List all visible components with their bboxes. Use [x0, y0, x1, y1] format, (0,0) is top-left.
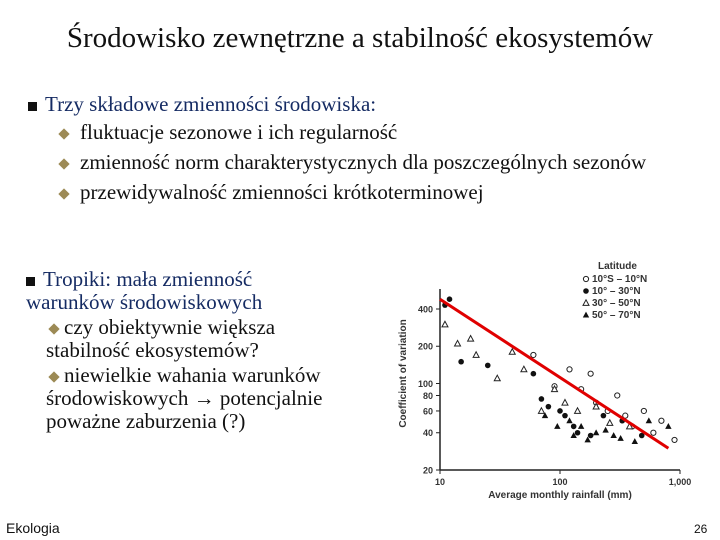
sub-bullet-3: przewidywalność zmienności krótkoterminowej	[60, 180, 484, 205]
legend-entry: 10°S – 10°N	[592, 274, 648, 285]
diamond-bullet-icon	[58, 189, 69, 200]
point-open-circle	[567, 367, 572, 372]
point-filled-circle	[575, 430, 581, 436]
x-tick-label: 1,000	[668, 477, 692, 487]
point-open-circle	[588, 371, 593, 376]
point-open-circle	[583, 276, 588, 281]
sub-bullet-1: fluktuacje sezonowe i ich regularność	[60, 120, 397, 145]
x-axis-label: Average monthly rainfall (mm)	[488, 490, 632, 501]
bullet-2-sub-1-line-2: stabilność ekosystemów?	[46, 338, 259, 362]
sub-bullet-2: zmienność norm charakterystycznych dla poszczególnych sezonów	[60, 150, 646, 175]
bullet-2-sub-2-line-3: poważne zaburzenia (?)	[46, 409, 246, 433]
y-tick-label: 400	[417, 304, 433, 315]
point-filled-circle	[447, 296, 453, 302]
diamond-bullet-icon	[58, 129, 69, 140]
bullet-1-heading: Trzy składowe zmienności środowiska:	[28, 92, 376, 117]
point-filled-circle	[601, 413, 607, 419]
point-filled-circle	[539, 396, 545, 402]
point-filled-circle	[588, 433, 594, 439]
bullet-2-sub-2-line-2: środowiskowych → potencjalnie	[46, 386, 323, 410]
y-axis-label: Coefficient of variation	[398, 319, 409, 428]
bullet-2-sub-2-line-1: niewielkie wahania warunków	[26, 364, 356, 387]
point-filled-circle	[485, 363, 491, 369]
point-open-circle	[615, 393, 620, 398]
y-tick-label: 60	[422, 406, 433, 417]
chart-background	[390, 255, 700, 505]
square-bullet-icon	[26, 277, 35, 286]
legend-entry: 10° – 30°N	[592, 286, 641, 297]
bullet-2-heading-line-2: warunków środowiskowych	[26, 290, 263, 314]
page-number: 26	[694, 522, 708, 536]
legend-entry: 30° – 50°N	[592, 298, 641, 309]
bullet-2-heading-line-1: Tropiki: mała zmienność	[26, 268, 356, 291]
x-tick-label: 100	[552, 477, 568, 487]
point-filled-circle	[546, 404, 552, 410]
diamond-bullet-icon	[58, 159, 69, 170]
point-open-circle	[659, 418, 664, 423]
point-filled-circle	[458, 359, 464, 365]
point-filled-circle	[583, 288, 589, 294]
scatter-chart	[390, 255, 700, 505]
square-bullet-icon	[28, 102, 37, 111]
point-filled-circle	[557, 408, 563, 414]
point-filled-circle	[562, 413, 568, 419]
arrow-right-icon: →	[193, 386, 215, 410]
diamond-bullet-icon	[48, 324, 59, 335]
point-open-circle	[672, 437, 677, 442]
point-open-circle	[531, 352, 536, 357]
x-tick-label: 10	[434, 477, 446, 487]
point-open-circle	[641, 408, 646, 413]
point-filled-circle	[531, 371, 537, 377]
y-tick-label: 20	[422, 465, 433, 476]
y-tick-label: 100	[417, 379, 433, 389]
slide-title: Środowisko zewnętrzne a stabilność ekosystemów	[66, 22, 654, 54]
point-filled-circle	[571, 424, 577, 430]
bullet-block-2	[26, 268, 356, 433]
y-tick-label: 80	[422, 390, 433, 401]
y-tick-label: 200	[417, 341, 433, 352]
diamond-bullet-icon	[48, 372, 59, 383]
footer-course-name: Ekologia	[6, 520, 60, 536]
legend-title: Latitude	[598, 261, 637, 272]
legend-entry: 50° – 70°N	[592, 310, 641, 321]
point-open-circle	[651, 430, 656, 435]
bullet-2-sub-1-line-1: czy obiektywnie większa	[26, 316, 356, 339]
y-tick-label: 40	[422, 428, 433, 439]
